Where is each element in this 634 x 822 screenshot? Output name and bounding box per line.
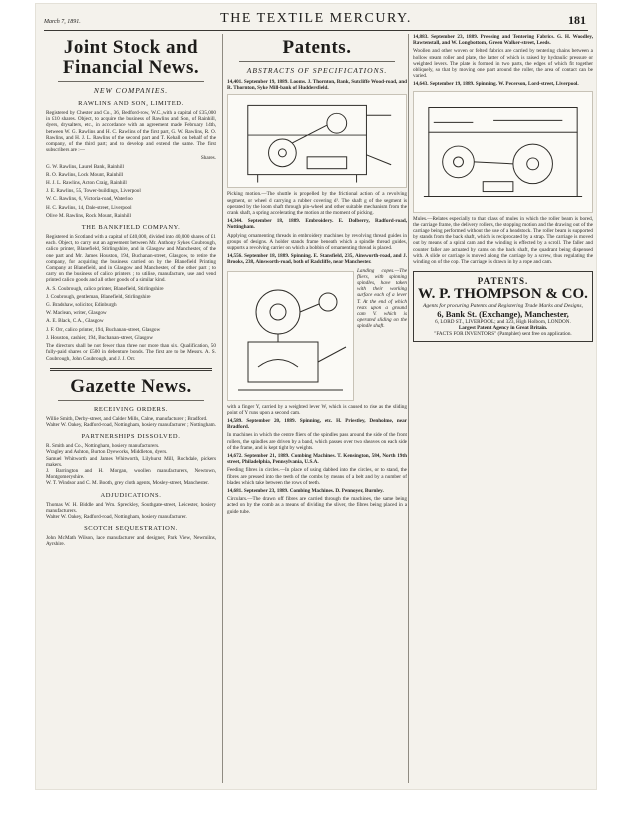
patent-14401-title: 14,401. September 19, 1889. Looms. J. Thornton, Bank, Sutcliffe Wood-road, and R. Thornton, Syke Mill-bank of Huddersfield.	[227, 79, 407, 92]
ad-patents-label: PATENTS.	[477, 276, 529, 287]
spinning-figure-row	[227, 268, 407, 404]
bankfield-subscriber-4: W. Maclean, writer, Glasgow	[46, 310, 107, 317]
page-header	[44, 10, 588, 31]
company-name-rawlins: RAWLINS AND SON, LIMITED.	[78, 100, 184, 107]
bankfield-subscriber-7: J. Houston, cashier, 194, Buchanan-street, Glasgow	[46, 334, 153, 341]
divider	[58, 400, 204, 401]
ad-services: Agents for procuring Patents and Registering Trade Marks and Designs,	[423, 303, 583, 310]
bankfield-subscriber-1: A. S. Coubrough, calico printer, Blanefield, Stirlingshire	[46, 285, 164, 292]
section-divider	[50, 368, 212, 371]
patent-14681-title: 14,681. September 23, 1889. Combing Machines. D. Pennoyer, Burnley.	[227, 488, 384, 495]
subscriber-7: Olive M. Rawlins, Rock Mount, Rainhill	[46, 212, 132, 219]
bankfield-subscriber-3: G. Bradshaw, solicitor, Edinburgh	[46, 302, 117, 309]
ad-other-addresses: 6, LORD ST., LIVERPOOL; and 323, High Holborn, LONDON.	[435, 319, 571, 326]
patent-14556-tail: with a finger Y, carried by a weighted lever W, which is caused to rise as the sliding point of Y runs upon a second cam.	[227, 403, 407, 416]
column-financial-news	[46, 34, 216, 783]
adjudications-text: Thomas W. H. Biddle and Wm. Spreckley, Southgate-street, Leicester, hosiery manufacturers. Walter W. Oakey, Radford-road, Nottingham, hosiery manufacturer.	[46, 501, 216, 520]
patent-14883-title: 14,883. September 23, 1889. Pressing and Tentering Fabrics. G. H. Woodley, Rawtenstall, and W. Longbottom, Green Walker-street, Leeds.	[413, 34, 593, 47]
newspaper-page	[36, 4, 596, 789]
section-heading-patents: Patents.	[282, 37, 352, 58]
issue-date: March 7, 1891.	[44, 19, 81, 25]
patent-14643-text: Mules.—Relates especially to that class of mules in which the roller beam is bored, the carriage frame, the delivery rollers, the stopping motion and the drawing out of the carriage being performed without the use of a headstock. The roller beam is supported by stands from the back shaft, which is reciprocated by a strap. The carriage is moved out by means of a spiral cam and the winding is effected by a scroll. The faller and counter faller are actuated by cams on the back shaft, the quadrant being dispensed with. A slide or carriage is moved along the carriage by a screw, thus regulating the winding on of the cop. The carriage is drawn in by a rope and cam.	[413, 215, 593, 266]
patent-14681-text: Circulars.—The drawn off fibres are carried through the machines, the same being acted on by the comb as a means of dividing the sliver, the fibres being placed in a guide tube.	[227, 496, 407, 515]
mule-diagram-illustration	[414, 92, 592, 212]
subscriber-2: R. O. Rawlins, Lock Mount, Rainhill	[46, 171, 124, 178]
bankfield-subscriber-5: A. E. Black, C.A., Glasgow	[46, 318, 104, 325]
bankfield-subscriber-2: J. Coubrough, gentleman, Blanefield, Stirlingshire	[46, 293, 151, 300]
column-patents	[222, 34, 407, 783]
subheading-abstracts: ABSTRACTS OF SPECIFICATIONS.	[246, 66, 388, 75]
partnerships-text: R. Smith and Co., Nottingham, hosiery manufacturers. Wragley and Ashton, Burton Dyeworks, Middleton, dyers. Samuel Whitworth and James Whitworth, Lilyhurst Mill, Rochdale, pickers makers. J. Barrington and H. Morgan, woollen manufacturers, Newtown, Montgomeryshire. W. T. Windsor and C. M. Booth, grey cloth agents, Mosley-street, Manchester.	[46, 443, 216, 487]
subscriber-4: J. E. Rawlins, 55, Tower-buildings, Liverpool	[46, 188, 141, 195]
bankfield-directors: The directors shall be not fewer than three nor more than six. Qualification, 50 fully-paid shares or £500 in debenture bonds. The first are to be Messrs. A. S. Coubrough, John Coubrough, and J. J. Orr.	[46, 343, 216, 362]
patent-14344-title: 14,344. September 18, 1889. Embroidery. E. Dolberry, Radford-road, Nottingham.	[227, 218, 407, 231]
ad-pamphlet: "FACTS FOR INVENTORS" (Pamphlet) sent free on application.	[434, 331, 572, 338]
spinning-figure	[227, 271, 354, 401]
patent-14556-title: 14,556. September 18, 1889. Spinning. E. Stansfield, 235, Ainsworth-road, and J. Brooks, 238, Ainsworth-road, both of Radcliffe, near Manchester.	[227, 253, 407, 266]
loom-picking-motion-figure	[227, 94, 407, 188]
ad-tagline: Largest Patent Agency in Great Britain.	[458, 325, 548, 332]
masthead-title: THE TEXTILE MERCURY.	[220, 11, 412, 26]
spinning-diagram-illustration	[228, 272, 353, 400]
mule-spinning-figure	[413, 91, 593, 213]
loom-diagram-illustration	[228, 95, 406, 187]
subheading-new-companies: NEW COMPANIES.	[93, 86, 169, 95]
patent-14401-text: Picking motion.—The shuttle is propelled by the frictional action of a revolving segment, or wheel d carrying a rubber covering d¹. The shaft g of the segment is operated by the loom shaft through pin-wheel and other suitable mechanism from the crank shaft, a spring accelerating the motion at the moment of picking.	[227, 191, 407, 217]
section-heading-joint-stock: Joint Stock and Financial News.	[62, 37, 200, 78]
subheading-receiving-orders: RECEIVING ORDERS.	[93, 405, 169, 413]
bankfield-subscriber-6: J. F. Orr, calico printer, 194, Buchanan-street, Glasgow	[46, 326, 161, 333]
section-heading-gazette: Gazette News.	[70, 375, 192, 397]
subscriber-1: G. W. Rawlins, Laurel Bank, Rainhill	[46, 163, 124, 170]
subscriber-3: H. J. L. Rawlins, Acton Craig, Rainhill	[46, 180, 127, 187]
patent-14344-text: Applying ornamenting threads in embroidery machines by revolving thread guides in groups of designs. A holder stands frame beneath which a spindle thread guides, supports a revolving carrier on which a bobbin of ornamenting thread is placed.	[227, 232, 407, 252]
advertisement-thompson	[413, 271, 593, 342]
company-description-rawlins: Registered by Chester and Co., 36, Bedford-row, W.C.,with a capital of £35,000 in £10 shares. Object, to acquire the business of Rawlins and Son, of Rainhill, dyers, drysalters, etc., in accordance with an agreement made February 14th, between W. G. Rawlins and H. C. Rawlins of the first part, G. W. Rawlins, R. O. Rawlins, and H. J. L. Rawlins of the second part and T. Kehall on behalf of the company, of the third part; and to develop and extend the same. The first subscribers are :—	[46, 110, 216, 154]
divider	[58, 81, 204, 82]
patent-14883-text: Woollen and other woven or felted fabrics are carried by tentering chains between a hollow steam roller and plate, the latter of which is raised by hydraulic pressure or weighted levers. The plate is formed in two parts, the edges of which fit together obliquely, so that by moving one part around the roller, the area of contact can be varied.	[413, 48, 593, 80]
patent-14589-text: In machines in which the centre fliers of the spindles pass around the side of the front rollers, the spindles are driven by a band, which passes over two sheaves on each side of the frame, and is kept tight by weights.	[227, 432, 407, 451]
subscriber-6: H. C. Rawlins, 14, Dale-street, Liverpool	[46, 204, 132, 211]
subheading-scotch-sequestration: SCOTCH SEQUESTRATION.	[84, 525, 178, 533]
column-patents-continued	[408, 34, 593, 783]
subscriber-5: W. C. Rawlins, 6, Victoria-road, Waterloo	[46, 196, 133, 203]
subheading-adjudications: ADJUDICATIONS.	[100, 491, 162, 499]
divider	[239, 61, 395, 62]
ad-company-name: W. P. THOMPSON & CO.	[418, 286, 588, 303]
receiving-orders-text: Willie Smith, Derby-street, and Calder Mills, Calne, manufacturer ; Bradford. Walter W. Oakey, Radford-road, Nottingham, hosiery manufacturer ; Nottingham.	[46, 415, 216, 428]
scotch-sequestration-text: John McMath Wilson, lace manufacturer and designer, Park View, Newmilns, Ayrshire.	[46, 535, 216, 548]
company-description-bankfield: Registered in Scotland with a capital of £40,000, divided into 40,000 shares of £1 each. Object, to carry out an agreement between Mr. Anthony Sykes Coubrough, calico printer, Blanefield, Stirlingshire, and in Glasgow and Manchester, of the one part and Mr. James Houston, 194, Buchanan-street, Glasgow, to retire the company, for acquiring the business carried on by the Blanefield Printing Company at Blanefield, and in Glasgow and Manchester, of the other part ; to carry on the business of calico printers ; to utilise, manufacture, use and vend printed calico goods and all other goods of a similar kind.	[46, 234, 216, 284]
patent-14556-text: Landing copes.—The fliers, with spinning spindles, have taken with their working surface each of a lever T. At the end of which rests upon a ground cam V. which is operated sliding on the spindle shaft.	[357, 267, 407, 330]
ad-address-manchester: 6, Bank St. (Exchange), Manchester,	[437, 309, 569, 320]
company-name-bankfield: THE BANKFIELD COMPANY.	[81, 224, 181, 232]
patent-14589-title: 14,589. September 20, 1889. Spinning, etc. H. Priestley, Denholme, near Bradford.	[227, 418, 407, 431]
patent-14672-text: Feeding fibres in circles.—In place of using dabbed into the circles, or to stand, the fibres are pressed into the teeth of the combs by means of a belt and by a number of blades which take between the rows of teeth.	[227, 467, 407, 486]
page-number: 181	[568, 13, 586, 27]
patent-14672-title: 14,672. September 21, 1889. Combing Machines. T. Kensington, 584, North 19th street, Philadelphia, Pennsylvania, U.S.A.	[227, 453, 407, 466]
subheading-partnerships: PARTNERSHIPS DISSOLVED.	[81, 433, 181, 441]
patent-14643-title: 14,643. September 19, 1889. Spinning. W. Pecerson, Lord-street, Liverpool.	[413, 81, 579, 88]
shares-label: Shares.	[200, 155, 216, 162]
